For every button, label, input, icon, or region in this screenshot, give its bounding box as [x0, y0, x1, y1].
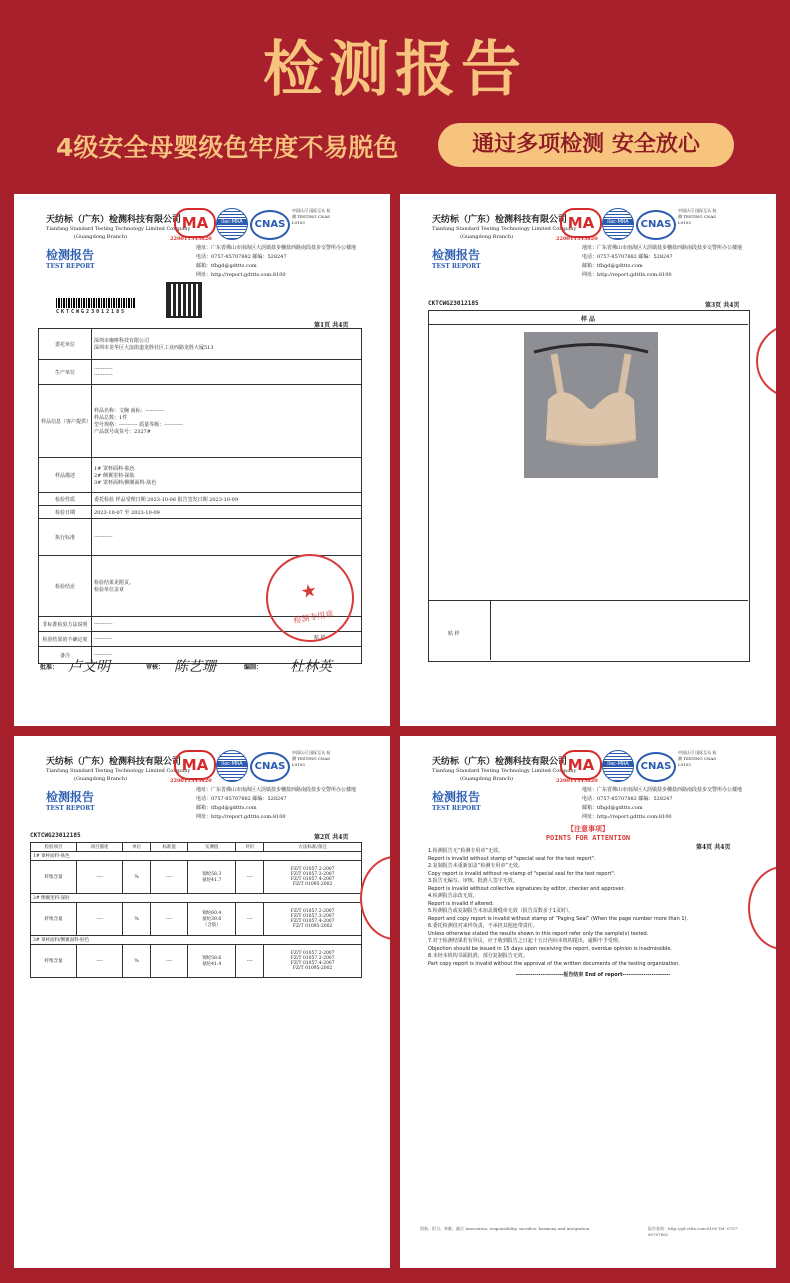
ilac-label: ilac-MRA — [217, 761, 247, 767]
group-row — [31, 894, 362, 903]
cell-method: FZ/T 01057.2-2007 FZ/T 01057.3-2007 FZ/T 01057.4-2007 FZ/T 01095-2002 — [264, 861, 362, 894]
form-label: 委托单位 — [39, 329, 92, 360]
form-value: 1# 罩杯面料-肤色 2# 侧翼里料-深肤 3# 罩杯面料/侧翼面料-肤色 — [92, 458, 362, 493]
bra-illustration — [524, 332, 658, 478]
group-name: 3# 罩杯面料/侧翼面料-肤色 — [31, 936, 362, 945]
ma-number: 220011343820 — [556, 236, 598, 242]
group-name: 1# 罩杯面料-肤色 — [31, 852, 362, 861]
partial-stamp — [360, 856, 390, 940]
report-title-en: TEST REPORT — [46, 805, 95, 812]
page-number: 第3页 共4页 — [705, 302, 740, 309]
contact-phone: 电话：0757-85707882 邮编：528247 — [196, 254, 287, 260]
form-row — [39, 519, 362, 556]
cell-eval: ---- — [236, 903, 264, 936]
banner-pill: 通过多项检测 安全放心 — [438, 123, 734, 167]
report-title-en: TEST REPORT — [432, 263, 481, 270]
contact-address: 地址：广东省佛山市南海区大沥镇盐步穗盐西路南段盐步交警所办公楼地 — [196, 245, 357, 251]
contact-email: 邮箱：tfbgd@gdttts.com — [196, 263, 257, 269]
form-row — [39, 493, 362, 506]
form-value: 深圳市咖啡科技有限公司 深圳市龙华区大浪街道龙胜社区工业西路龙胜大厦513 — [92, 329, 362, 360]
cnas-text: 中国认可 国际互认 检测 TESTING CNAS L9103 — [292, 750, 331, 767]
form-label: 备注 — [39, 647, 92, 664]
result-table — [30, 842, 362, 978]
table-header-row — [31, 843, 362, 852]
form-row — [39, 458, 362, 493]
contact-email: 邮箱：tfbgd@gdttts.com — [582, 263, 643, 269]
notice-item: Report is invalid if altered. — [428, 900, 494, 907]
form-value: 检验结果见附页。 检验单位盖章 — [92, 556, 362, 617]
cell-val: 锦纶58.3 氨纶41.7 — [188, 861, 236, 894]
notice-item: 8.未经本机构书面批准，部分复制报告无效。 — [428, 953, 528, 959]
ma-logo-icon: MA — [174, 208, 216, 238]
banner-subtitle: 4级安全母婴级色牢度不易脱色 — [56, 133, 399, 162]
report-title: 检测报告 — [46, 248, 95, 262]
report-title: 检测报告 — [432, 248, 481, 262]
cnas-logo-icon: CNAS — [636, 752, 676, 782]
cell-eval: ---- — [236, 945, 264, 978]
cell-unit: % — [123, 861, 151, 894]
company-name: 天纺标（广东）检测科技有限公司 — [46, 757, 182, 767]
stamp-label: 检测专用章 — [292, 609, 334, 626]
form-value: ----------- ----------- — [92, 360, 362, 385]
company-name-en: Tianfang Standard Testing Technology Limited Company — [432, 226, 577, 232]
ilac-logo-icon — [216, 750, 248, 782]
contact-phone: 电话：0757-85707882 邮编：528247 — [196, 796, 287, 802]
end-of-report: -----------------------报告结束 End of report----------------------- — [515, 972, 671, 978]
company-name-en: Tianfang Standard Testing Technology Limited Company — [432, 768, 577, 774]
table-header-cell: 单位 — [123, 843, 151, 852]
form-row — [39, 385, 362, 458]
form-row — [39, 360, 362, 385]
compile-label: 编制： — [244, 664, 263, 671]
notice-item: 3.报告无编写、审核、批准人签字无效。 — [428, 878, 518, 884]
notice-item: 6.委托检测仅对来样负责，不承担其他连带责任。 — [428, 923, 538, 929]
form-value: 样品名称：文胸 商标：----------- 样品总数：1件 型号规格：----------- 质量等级：----------- 产品款号或货号：2327# — [92, 385, 362, 458]
notice-item: 1.检测报告无“检测专用章”无效。 — [428, 848, 503, 854]
ilac-label: ilac-MRA — [217, 219, 247, 225]
star-icon: ★ — [299, 580, 319, 604]
report-page-2 — [14, 736, 390, 1268]
form-value: ----------- — [92, 647, 362, 664]
doc-number: CKTCWG23012185 — [30, 832, 81, 839]
contact-address: 地址：广东省佛山市南海区大沥镇盐步穗盐西路南段盐步交警所办公楼地 — [196, 787, 357, 793]
sign-divider-vert — [490, 600, 491, 660]
form-value: ----------- — [92, 617, 362, 632]
ilac-label: ilac-MRA — [603, 219, 633, 225]
cnas-logo-icon: CNAS — [250, 752, 290, 782]
qr-code-icon — [166, 282, 202, 318]
cell-std: ---- — [151, 861, 188, 894]
company-name-en: Tianfang Standard Testing Technology Limited Company — [46, 768, 191, 774]
group-row — [31, 852, 362, 861]
table-row — [31, 861, 362, 894]
contact-block — [582, 786, 772, 822]
cell-std: ---- — [151, 903, 188, 936]
cell-desc: ---- — [77, 945, 123, 978]
notice-item: Report is invalid without stamp of "special seal for the test report". — [428, 855, 596, 862]
table-header-cell: 实测值 — [188, 843, 236, 852]
approve-label: 批准： — [40, 664, 59, 671]
notice-item: 5.检测报告或复制报告未加盖骑缝章无效（报告页数多于1页时）。 — [428, 908, 574, 914]
table-header-cell: 标准值 — [151, 843, 188, 852]
cell-desc: ---- — [77, 861, 123, 894]
report-page-1 — [14, 194, 390, 726]
table-header-cell: 项目描述 — [77, 843, 123, 852]
cell-item: 纤维含量 — [31, 861, 77, 894]
cnas-logo-icon: CNAS — [636, 210, 676, 240]
ma-logo-icon: MA — [174, 750, 216, 780]
contact-address: 地址：广东省佛山市南海区大沥镇盐步穗盐西路南段盐步交警所办公楼地 — [582, 787, 743, 793]
company-branch-en: (Guangdong Branch) — [460, 234, 514, 240]
sample-header: 样 品 — [580, 316, 596, 323]
cnas-text: 中国认可 国际互认 检测 TESTING CNAS L9103 — [678, 750, 717, 767]
contact-phone: 电话：0757-85707882 邮编：528247 — [582, 254, 673, 260]
group-row — [31, 936, 362, 945]
group-name: 2# 侧翼里料-深肤 — [31, 894, 362, 903]
contact-website: 网址：http://report.gdttts.com:8100 — [582, 272, 672, 278]
ma-number: 220011343820 — [556, 778, 598, 784]
notice-item: 4.检测报告涂改无效。 — [428, 893, 478, 899]
cnas-text: 中国认可 国际互认 检测 TESTING CNAS L9103 — [678, 208, 717, 225]
company-branch-en: (Guangdong Branch) — [460, 776, 514, 782]
form-label: 检验结果的不确定度 — [39, 632, 92, 647]
report-page-4 — [400, 736, 776, 1268]
contact-email: 邮箱：tfbgd@gdttts.com — [196, 805, 257, 811]
ma-logo-icon: MA — [560, 750, 602, 780]
cell-unit: % — [123, 903, 151, 936]
company-name: 天纺标（广东）检测科技有限公司 — [432, 757, 568, 767]
notice-item: 2.复制报告未重新加盖“检测专用章”无效。 — [428, 863, 523, 869]
contact-website: 网址：http://report.gdttts.com:8100 — [582, 814, 672, 820]
approve-signature: 卢文明 — [68, 659, 110, 675]
cell-unit: % — [123, 945, 151, 978]
cell-item: 纤维含量 — [31, 945, 77, 978]
cell-method: FZ/T 01057.2-2007 FZ/T 01057.3-2007 FZ/T 01057.4-2007 FZ/T 01095-2002 — [264, 945, 362, 978]
cell-val: 锦纶60.4 氨纶39.6 （含胶） — [188, 903, 236, 936]
partial-stamp — [756, 324, 776, 398]
form-label: 执行标准 — [39, 519, 92, 556]
company-branch-en: (Guangdong Branch) — [74, 776, 128, 782]
table-header-cell: 检验项目 — [31, 843, 77, 852]
product-photo — [524, 332, 658, 478]
page-number: 第2页 共4页 — [314, 834, 349, 841]
form-label: 生产单位 — [39, 360, 92, 385]
table-row — [31, 945, 362, 978]
cell-eval: ---- — [236, 861, 264, 894]
form-value: ----------- — [92, 632, 362, 647]
frame-divider — [428, 324, 748, 325]
ma-logo-icon: MA — [560, 208, 602, 238]
ilac-label: ilac-MRA — [603, 761, 633, 767]
notice-list — [428, 848, 758, 980]
table-header-cell: 评价 — [236, 843, 264, 852]
contact-email: 邮箱：tfbgd@gdttts.com — [582, 805, 643, 811]
notice-item: Copy report is invalid without re-stamp of "special seal for the test report". — [428, 870, 616, 877]
report-title-en: TEST REPORT — [432, 805, 481, 812]
ma-number: 220011343820 — [170, 778, 212, 784]
banner-title: 检测报告 — [263, 35, 527, 105]
form-label: 样品描述 — [39, 458, 92, 493]
notice-item: Objection should be issued in 15 days upon receiving the report, overdue opinion is inadmissible. — [428, 945, 673, 952]
barcode-icon — [56, 298, 136, 308]
form-label: 检验结论 — [39, 556, 92, 617]
contact-block — [196, 786, 386, 822]
table-header-cell: 方法标准/备注 — [264, 843, 362, 852]
notice-item: Report and copy report is invalid without stamp of “Paging Seal” (When the page number more than 1). — [428, 915, 689, 922]
form-label: 检验性质 — [39, 493, 92, 506]
cell-item: 纤维含量 — [31, 903, 77, 936]
contact-website: 网址：http://report.gdttts.com:8100 — [196, 272, 286, 278]
contact-phone: 电话：0757-85707882 邮编：528247 — [582, 796, 673, 802]
table-row — [31, 903, 362, 936]
cell-val: 锦纶58.6 氨纶41.4 — [188, 945, 236, 978]
report-title: 检测报告 — [432, 790, 481, 804]
contact-address: 地址：广东省佛山市南海区大沥镇盐步穗盐西路南段盐步交警所办公楼地 — [582, 245, 743, 251]
contact-block — [196, 244, 386, 280]
cnas-text: 中国认可 国际互认 检测 TESTING CNAS L9103 — [292, 208, 331, 225]
footer-contact: 报告查询：http://gd.cttts.com:8100 Tel: 0757-85707882 — [648, 1226, 739, 1237]
company-name-en: Tianfang Standard Testing Technology Limited Company — [46, 226, 191, 232]
report-title: 检测报告 — [46, 790, 95, 804]
form-label: 样品信息（客户提供） — [39, 385, 92, 458]
contact-block — [582, 244, 772, 280]
notice-item: Unless otherwise stated the results shown in this report refer only the sample(s) tested. — [428, 930, 649, 937]
company-name: 天纺标（广东）检测科技有限公司 — [46, 215, 182, 225]
sample-sign-label: 贴 样 — [448, 631, 460, 637]
sample-sign-label: 贴 样 — [314, 635, 326, 641]
compile-signature: 杜林英 — [290, 659, 332, 675]
form-row — [39, 506, 362, 519]
doc-number: CKTCWG23012185 — [428, 300, 479, 307]
barcode-number: CKTCWG23012185 — [56, 309, 127, 315]
cell-desc: ---- — [77, 903, 123, 936]
form-row — [39, 329, 362, 360]
notice-item: 7.对于检测结果若有异议，应于收到报告之日起十五日内向本机构提出，逾期不予受理。 — [428, 938, 623, 944]
form-value: ----------- — [92, 519, 362, 556]
cnas-logo-icon: CNAS — [250, 210, 290, 240]
form-label: 非标准检验方法说明 — [39, 617, 92, 632]
notice-item: Report is invalid without collective signatures by editor, checker and approver. — [428, 885, 625, 892]
ilac-logo-icon — [216, 208, 248, 240]
page-number: 第1页 共4页 — [314, 322, 349, 329]
notice-title: 【注意事项】 — [567, 824, 609, 833]
footer-motto: 创新、担当、奉献、融合 Innovation, responsibility, sacrifice, harmony and integration — [420, 1226, 590, 1231]
form-value: 2023-10-07 至 2023-10-09 — [92, 506, 362, 519]
review-signature: 陈艺珊 — [174, 659, 216, 675]
cell-method: FZ/T 01057.2-2007 FZ/T 01057.3-2007 FZ/T 01057.4-2007 FZ/T 01095-2002 — [264, 903, 362, 936]
company-name: 天纺标（广东）检测科技有限公司 — [432, 215, 568, 225]
notice-title-en: POINTS FOR ATTENTION — [545, 834, 631, 842]
review-label: 审核： — [146, 664, 165, 671]
ma-number: 220011343820 — [170, 236, 212, 242]
page-number: 第4页 共4页 — [696, 844, 731, 851]
notice-item: Part copy report is invalid without the approval of the written documents of the testing organization. — [428, 960, 680, 967]
sign-divider — [428, 600, 748, 601]
cell-std: ---- — [151, 945, 188, 978]
report-page-3 — [400, 194, 776, 726]
form-value: 委托检验 样品受理日期 2023-10-06 报告签发日期 2023-10-09 — [92, 493, 362, 506]
form-label: 检验日期 — [39, 506, 92, 519]
contact-website: 网址：http://report.gdttts.com:8100 — [196, 814, 286, 820]
company-branch-en: (Guangdong Branch) — [74, 234, 128, 240]
ilac-logo-icon — [602, 208, 634, 240]
ilac-logo-icon — [602, 750, 634, 782]
report-title-en: TEST REPORT — [46, 263, 95, 270]
